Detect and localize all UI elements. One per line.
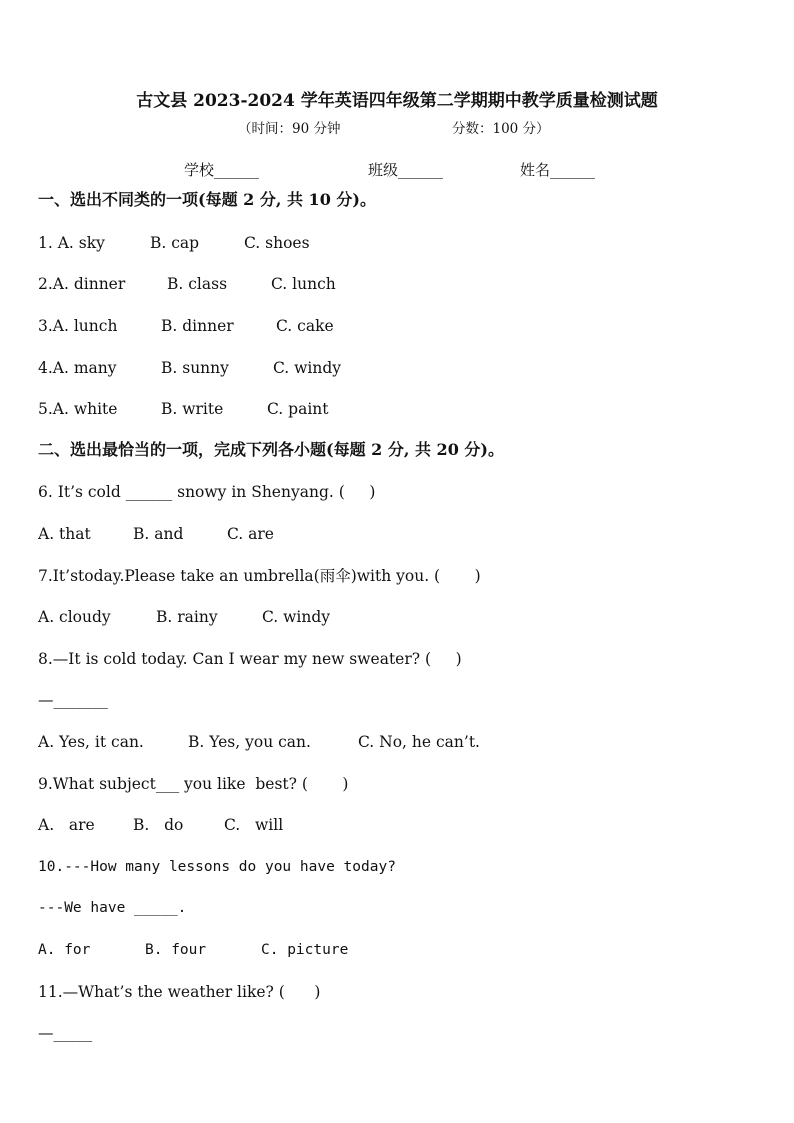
- option-c: C. No, he can’t.: [358, 733, 480, 751]
- option-a: A. are: [38, 816, 95, 834]
- option-a: 5.A. white: [38, 400, 118, 418]
- exam-title: 古文县 2023-2024 学年英语四年级第二学期期中教学质量检测试题: [136, 91, 658, 111]
- question-stem: 9.What subject___ you like best? ( ): [38, 775, 349, 793]
- answer-blank: —_____: [38, 1024, 93, 1042]
- class-field[interactable]: 班级______: [368, 161, 444, 179]
- option-c: C. windy: [262, 608, 331, 626]
- option-b: B. Yes, you can.: [188, 733, 311, 751]
- section-2-heading: 二、选出最恰当的一项，完成下列各小题(每题 2 分, 共 20 分)。: [38, 440, 504, 459]
- school-field[interactable]: 学校______: [184, 161, 260, 179]
- answer-blank: —_______: [38, 691, 108, 709]
- exam-score: 分数：100 分）: [452, 121, 550, 137]
- option-c: C. will: [224, 816, 284, 834]
- question-stem: 7.It’stoday.Please take an umbrella(雨伞)with you. ( ): [38, 567, 481, 585]
- option-c: C. are: [227, 525, 274, 543]
- name-field[interactable]: 姓名______: [520, 161, 596, 179]
- option-c: C. windy: [273, 359, 342, 377]
- option-a: A. cloudy: [38, 608, 111, 626]
- option-b: B. dinner: [161, 317, 234, 335]
- option-a: 2.A. dinner: [38, 275, 126, 293]
- option-a: 4.A. many: [38, 359, 117, 377]
- option-a: A. for: [38, 942, 91, 958]
- option-b: B. write: [161, 400, 224, 418]
- option-b: B. do: [133, 816, 184, 834]
- option-c: C. shoes: [244, 234, 310, 252]
- answer-line: ---We have _____.: [38, 900, 187, 916]
- question-stem: 6. It’s cold ______ snowy in Shenyang. ( ): [38, 483, 376, 501]
- option-c: C. lunch: [271, 275, 336, 293]
- question-stem: 8.—It is cold today. Can I wear my new sweater? ( ): [38, 650, 462, 668]
- option-b: B. four: [145, 942, 207, 958]
- question-stem: 11.—What’s the weather like? ( ): [38, 983, 321, 1001]
- option-b: B. sunny: [161, 359, 229, 377]
- option-a: 1. A. sky: [38, 234, 105, 252]
- option-b: B. rainy: [156, 608, 218, 626]
- option-b: B. cap: [150, 234, 200, 252]
- option-b: B. and: [133, 525, 184, 543]
- question-stem: 10.---How many lessons do you have today?: [38, 859, 396, 875]
- option-c: C. paint: [267, 400, 329, 418]
- section-1-heading: 一、选出不同类的一项(每题 2 分, 共 10 分)。: [38, 190, 376, 209]
- option-c: C. picture: [261, 942, 349, 958]
- option-b: B. class: [167, 275, 228, 293]
- exam-time: （时间：90 分钟: [238, 121, 341, 137]
- option-a: A. that: [38, 525, 91, 543]
- option-a: A. Yes, it can.: [38, 733, 144, 751]
- option-a: 3.A. lunch: [38, 317, 118, 335]
- option-c: C. cake: [276, 317, 334, 335]
